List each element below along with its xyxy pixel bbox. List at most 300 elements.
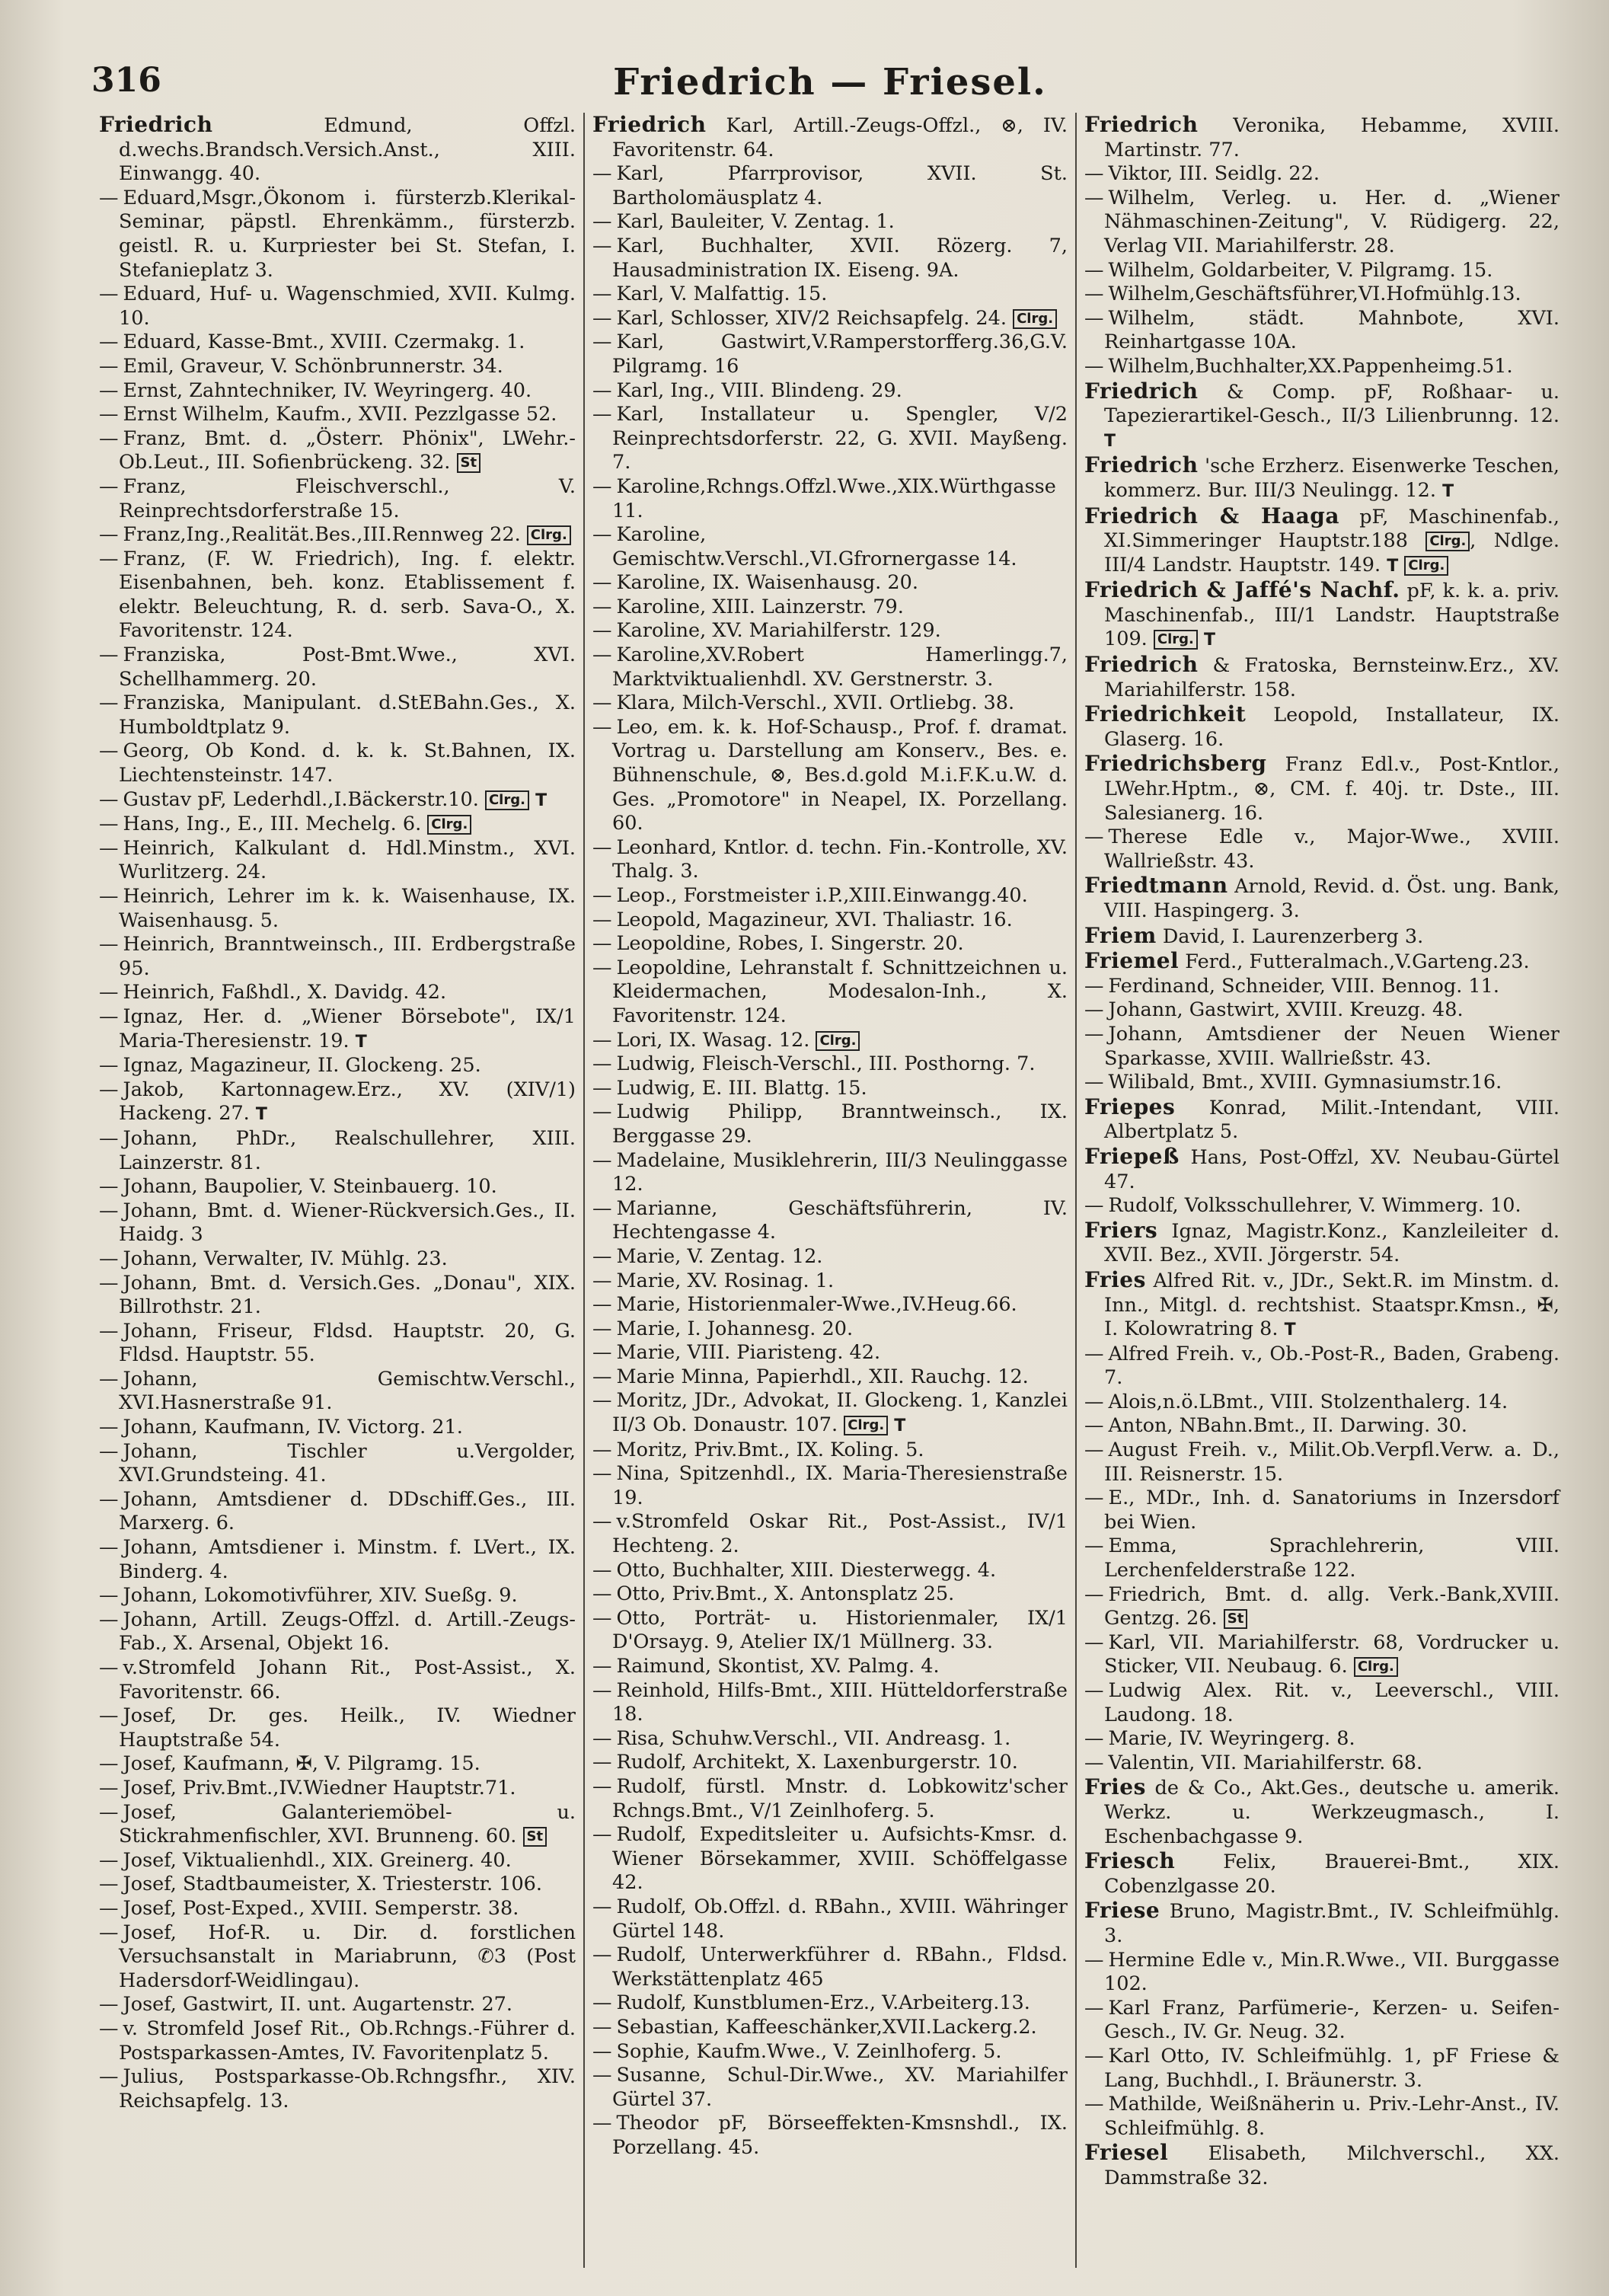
entry-text: Karl, VII. Mariahilferstr. 68, Vordrucker u. Sticker, VII. Neubaug. 6. <box>1104 1630 1560 1678</box>
repeat-dash: — <box>592 1028 612 1052</box>
directory-entry <box>592 1510 1068 1558</box>
repeat-dash: — <box>592 403 612 426</box>
directory-entry <box>592 1389 1068 1438</box>
entry-text: Ignaz, Magistr.Konz., Kanzleileiter d. XVII. Bez., XVII. Jörgerstr. 54. <box>1104 1219 1560 1267</box>
repeat-dash: — <box>592 1438 612 1461</box>
repeat-dash: — <box>592 306 612 330</box>
directory-entry <box>592 2112 1068 2160</box>
directory-entry <box>592 1052 1068 1077</box>
telephone-mark: T <box>1284 1320 1296 1340</box>
directory-entry <box>99 1127 576 1175</box>
directory-entry <box>99 283 576 331</box>
repeat-dash: — <box>99 643 119 667</box>
entry-text: Leopoldine, Robes, I. Singerstr. 20. <box>616 932 964 956</box>
entry-surname: Friem <box>1084 922 1157 948</box>
directory-entry <box>592 691 1068 716</box>
entry-text: Karl Franz, Parfümerie-, Kerzen- u. Seifen-Gesch., IV. Gr. Neug. 32. <box>1104 1996 1560 2044</box>
directory-entry <box>592 162 1068 210</box>
entry-text: Wilibald, Bmt., XVIII. Gymnasiumstr.16. <box>1108 1071 1502 1094</box>
repeat-dash: — <box>592 1341 612 1365</box>
repeat-dash: — <box>99 933 119 956</box>
repeat-dash: — <box>99 1921 119 1944</box>
entry-text: Wilhelm, Verleg. u. Her. d. „Wiener Nähmaschinen-Zeitung", V. Rüdigerg. 22, Verlag VII. Mariahilferstr. 28. <box>1104 186 1560 257</box>
entry-text: Josef, Priv.Bmt.,IV.Wiedner Hauptstr.71. <box>123 1776 516 1799</box>
repeat-dash: — <box>99 981 119 1004</box>
directory-entry <box>99 1078 576 1127</box>
entry-text: & Fratoska, Bernsteinw.Erz., XV. Mariahilferstr. 158. <box>1104 654 1560 701</box>
entry-text: de & Co., Akt.Ges., deutsche u. amerik. Werkz. u. Werkzeugmasch., I. Eschenbachgasse 9. <box>1104 1777 1560 1848</box>
directory-entry <box>1084 162 1560 187</box>
repeat-dash: — <box>1084 186 1104 209</box>
entry-text: Ignaz, Her. d. „Wiener Börsebote", IX/1 Maria-Theresienstr. 19. <box>119 1004 576 1052</box>
repeat-dash: — <box>592 619 612 643</box>
repeat-dash: — <box>592 378 612 402</box>
repeat-dash: — <box>592 1148 612 1172</box>
repeat-dash: — <box>99 739 119 763</box>
directory-entry <box>592 2040 1068 2064</box>
directory-entry <box>1084 578 1560 653</box>
directory-entry <box>592 1462 1068 1510</box>
entry-text: Sophie, Kaufm.Wwe., V. Zeinlhoferg. 5. <box>616 2039 1002 2063</box>
directory-entry <box>1084 2141 1560 2190</box>
directory-entry <box>99 523 576 548</box>
repeat-dash: — <box>99 1848 119 1872</box>
telephone-mark: T <box>894 1416 906 1436</box>
entry-text: Karl Otto, IV. Schleifmühlg. 1, pF Friese & Lang, Buchhdl., I. Bräunerstr. 3. <box>1104 2044 1560 2092</box>
directory-entry <box>1084 1486 1560 1534</box>
entry-text: Johann, Friseur, Fldsd. Hauptstr. 20, G. Fldsd. Hauptstr. 55. <box>119 1319 576 1367</box>
directory-entry <box>1084 1679 1560 1727</box>
entry-text: Ferdinand, Schneider, VIII. Bennog. 11. <box>1108 974 1499 998</box>
entry-text: Johann, Amtsdiener d. DDschiff.Ges., III. Marxerg. 6. <box>119 1487 576 1535</box>
entry-text: Karoline, IX. Waisenhausg. 20. <box>616 571 918 595</box>
repeat-dash: — <box>99 691 119 715</box>
repeat-dash: — <box>99 1536 119 1560</box>
entry-text: Josef, Hof-R. u. Dir. d. forstlichen Versuchsanstalt in Mariabrunn, ✆3 (Post Hadersdorf-Weidlingau). <box>119 1921 576 1992</box>
entry-text: Wilhelm,Geschäftsführer,VI.Hofmühlg.13. <box>1108 283 1521 306</box>
directory-entry <box>1084 975 1560 999</box>
entry-tag: Clrg. <box>844 1416 888 1435</box>
repeat-dash: — <box>99 2017 119 2040</box>
entry-surname: Friers <box>1084 1217 1158 1243</box>
entry-text: Emma, Sprachlehrerin, VIII. Lerchenfelderstraße 122. <box>1104 1534 1560 1582</box>
entry-text: Georg, Ob Kond. d. k. k. St.Bahnen, IX. Liechtensteinstr. 147. <box>119 739 576 787</box>
entry-text: Julius, Postsparkasse-Ob.Rchngsfhr., XIV. Reichsapfelg. 13. <box>119 2065 576 2112</box>
directory-entry <box>592 379 1068 404</box>
repeat-dash: — <box>592 1558 612 1582</box>
entry-text: Karoline,XV.Robert Hamerlingg.7, Marktviktualienhdl. XV. Gerstnerstr. 3. <box>612 643 1068 691</box>
directory-entry <box>99 1704 576 1752</box>
entry-text: Karoline, XV. Mariahilferstr. 129. <box>616 619 941 643</box>
repeat-dash: — <box>592 1751 612 1774</box>
entry-text: Josef, Stadtbaumeister, X. Triesterstr. 106. <box>123 1873 543 1896</box>
repeat-dash: — <box>592 884 612 907</box>
repeat-dash: — <box>592 2015 612 2039</box>
entry-text: Ferd., Futteralmach.,V.Garteng.23. <box>1185 950 1530 974</box>
directory-entry <box>99 113 576 187</box>
entry-text: Karoline, Gemischtw.Verschl.,VI.Gfrornergasse 14. <box>612 523 1017 570</box>
directory-entry <box>99 1320 576 1368</box>
entry-text: Heinrich, Branntweinsch., III. Erdbergstraße 95. <box>119 933 576 980</box>
directory-entry <box>1084 1268 1560 1343</box>
directory-entry <box>1084 1194 1560 1218</box>
directory-entry <box>1084 653 1560 702</box>
repeat-dash: — <box>592 1655 612 1678</box>
page-header <box>91 61 1569 114</box>
repeat-dash: — <box>1084 1390 1104 1413</box>
repeat-dash: — <box>592 835 612 859</box>
directory-entry <box>592 523 1068 571</box>
directory-entry <box>592 643 1068 691</box>
directory-entry <box>592 1727 1068 1752</box>
entry-text: Wilhelm,Buchhalter,XX.Pappenheimg.51. <box>1108 354 1513 378</box>
entry-text: Leop., Forstmeister i.P.,XIII.Einwangg.40. <box>616 884 1028 907</box>
directory-entry <box>99 1849 576 1873</box>
entry-text: Susanne, Schul-Dir.Wwe., XV. Mariahilfer Gürtel 37. <box>612 2064 1068 2111</box>
repeat-dash: — <box>592 691 612 715</box>
entry-surname: Friedrich & Jaffé's Nachf. <box>1084 577 1400 603</box>
directory-entry <box>1084 1391 1560 1415</box>
repeat-dash: — <box>592 595 612 618</box>
directory-entry <box>1084 113 1560 162</box>
entry-text: David, I. Laurenzerberg 3. <box>1162 924 1424 948</box>
entry-text: Hermine Edle v., Min.R.Wwe., VII. Burggasse 102. <box>1104 1948 1560 1996</box>
repeat-dash: — <box>99 1247 119 1270</box>
directory-entry <box>99 1656 576 1704</box>
entry-text: Moritz, Priv.Bmt., IX. Koling. 5. <box>616 1438 924 1461</box>
repeat-dash: — <box>592 1269 612 1292</box>
directory-entry <box>99 1488 576 1536</box>
directory-entry <box>592 596 1068 620</box>
entry-text: Veronika, Hebamme, XVIII. Martinstr. 77. <box>1104 114 1560 161</box>
directory-entry <box>99 1054 576 1078</box>
entry-text: Wilhelm, Goldarbeiter, V. Pilgramg. 15. <box>1108 258 1493 282</box>
repeat-dash: — <box>1084 1679 1104 1702</box>
directory-entry <box>1084 949 1560 975</box>
entry-text: Karl, Pfarrprovisor, XVII. St. Bartholomäusplatz 4. <box>612 162 1068 209</box>
directory-entry <box>592 235 1068 283</box>
entry-text: Leopold, Magazineur, XVI. Thaliastr. 16. <box>616 908 1013 931</box>
directory-entry <box>592 932 1068 956</box>
repeat-dash: — <box>99 1656 119 1679</box>
directory-entry <box>1084 998 1560 1023</box>
directory-entry <box>1084 924 1560 950</box>
repeat-dash: — <box>99 836 119 860</box>
repeat-dash: — <box>592 1582 612 1606</box>
directory-entry <box>99 475 576 523</box>
repeat-dash: — <box>592 234 612 257</box>
repeat-dash: — <box>592 523 612 547</box>
column-right <box>1075 113 1567 2268</box>
repeat-dash: — <box>1084 283 1104 306</box>
entry-text: Ludwig Philipp, Branntweinsch., IX. Berggasse 29. <box>612 1100 1068 1148</box>
repeat-dash: — <box>1084 1582 1104 1606</box>
directory-entry <box>1084 1898 1560 1948</box>
entry-text: Otto, Buchhalter, XIII. Diesterwegg. 4. <box>616 1558 997 1582</box>
entry-tag: Clrg. <box>1013 309 1057 329</box>
entry-text: Johann, Tischler u.Vergolder, XVI.Grundsteing. 41. <box>119 1439 576 1487</box>
directory-entry <box>99 1584 576 1608</box>
entry-text: Franz,Ing.,Realität.Bes.,III.Rennweg 22. <box>123 523 521 547</box>
entry-text: Valentin, VII. Mariahilferstr. 68. <box>1108 1751 1423 1774</box>
directory-entry <box>592 283 1068 307</box>
entry-tag: Clrg. <box>427 815 471 835</box>
repeat-dash: — <box>99 1054 119 1078</box>
directory-entry <box>1084 1145 1560 1194</box>
directory-entry <box>592 475 1068 523</box>
entry-text: Johann, Amtsdiener der Neuen Wiener Sparkasse, XVIII. Wallrießstr. 43. <box>1104 1022 1560 1070</box>
repeat-dash: — <box>1084 825 1104 849</box>
directory-entry <box>99 1777 576 1801</box>
entry-surname: Friedrich <box>99 113 213 137</box>
entry-text: Klara, Milch-Verschl., XVII. Ortliebg. 38. <box>616 691 1015 715</box>
entry-text: Alois,n.ö.LBmt., VIII. Stolzenthalerg. 14. <box>1108 1390 1508 1413</box>
repeat-dash: — <box>592 283 612 306</box>
entry-surname: Friemel <box>1084 948 1180 974</box>
directory-entry <box>99 1921 576 1994</box>
directory-entry <box>99 1608 576 1656</box>
repeat-dash: — <box>592 1991 612 2015</box>
directory-entry <box>1084 752 1560 825</box>
repeat-dash: — <box>1084 1486 1104 1510</box>
directory-entry <box>1084 1095 1560 1145</box>
repeat-dash: — <box>99 1439 119 1463</box>
repeat-dash: — <box>1084 1948 1104 1972</box>
repeat-dash: — <box>592 210 612 234</box>
page-number: 316 <box>91 61 161 100</box>
entry-text: Marie Minna, Papierhdl., XII. Rauchg. 12. <box>616 1365 1029 1388</box>
directory-entry <box>1084 2045 1560 2093</box>
directory-entry <box>99 1440 576 1488</box>
entry-text: pF, k. k. a. priv. Maschinenfab., III/1 Landstr. Hauptstraße 109. <box>1104 580 1560 651</box>
entry-surname: Fries <box>1084 1266 1146 1292</box>
entry-text: Rudolf, Volksschullehrer, V. Wimmerg. 10. <box>1108 1194 1521 1218</box>
entry-text: Karl, Gastwirt,V.Ramperstorfferg.36,G.V. Pilgramg. 16 <box>612 331 1068 378</box>
entry-text: Ludwig, Fleisch-Verschl., III. Posthorng. 7. <box>616 1052 1036 1076</box>
entry-text: Leo, em. k. k. Hof-Schausp., Prof. f. dramat. Vortrag u. Darstellung am Konserv., Bes. e. Bühnenschule, ⊗, Bes.d.gold M.i.F.K.u.W. d. Ges. „Promotore" in Neapel, IX. Porzellang. 60. <box>612 715 1068 835</box>
entry-text: Ludwig, E. III. Blattg. 15. <box>616 1076 867 1100</box>
repeat-dash: — <box>1084 1022 1104 1046</box>
repeat-dash: — <box>99 1704 119 1728</box>
directory-entry <box>99 1175 576 1199</box>
directory-entry <box>592 1895 1068 1943</box>
entry-surname: Friesel <box>1084 2140 1169 2166</box>
entry-surname: Friese <box>1084 1898 1160 1924</box>
entry-text: Marie, I. Johannesg. 20. <box>616 1317 854 1340</box>
repeat-dash: — <box>1084 2044 1104 2068</box>
directory-entry <box>592 1269 1068 1294</box>
entry-text: Sebastian, Kaffeeschänker,XVII.Lackerg.2. <box>616 2015 1037 2039</box>
directory-entry <box>1084 1534 1560 1582</box>
repeat-dash: — <box>99 474 119 498</box>
entry-text: Karl, Installateur u. Spengler, V/2 Reinprechtsdorferstr. 22, G. XVII. Mayßeng. 7. <box>612 403 1068 474</box>
repeat-dash: — <box>1084 1194 1104 1218</box>
repeat-dash: — <box>592 1052 612 1076</box>
entry-surname: Friedrich <box>592 113 707 137</box>
directory-entry <box>1084 1414 1560 1439</box>
entry-text: Otto, Porträt- u. Historienmaler, IX/1 D'Orsayg. 9, Atelier IX/1 Müllnerg. 33. <box>612 1606 1068 1654</box>
entry-text: Marie, Historienmaler-Wwe.,IV.Heug.66. <box>616 1293 1017 1317</box>
directory-entry <box>592 331 1068 378</box>
entry-tag: Clrg. <box>485 790 529 810</box>
entry-text: Reinhold, Hilfs-Bmt., XIII. Hütteldorferstraße 18. <box>612 1678 1068 1726</box>
entry-text: Konrad, Milit.-Intendant, VIII. Albertplatz 5. <box>1104 1096 1560 1144</box>
directory-entry <box>1084 1071 1560 1095</box>
directory-entry <box>1084 1997 1560 2045</box>
repeat-dash: — <box>99 354 119 378</box>
directory-entry <box>592 307 1068 331</box>
directory-entry <box>99 187 576 283</box>
repeat-dash: — <box>99 1993 119 2017</box>
entry-surname: Friedtmann <box>1084 873 1228 899</box>
directory-entry <box>592 956 1068 1029</box>
entry-text: Emil, Graveur, V. Schönbrunnerstr. 34. <box>123 354 503 378</box>
repeat-dash: — <box>592 1244 612 1268</box>
entry-text: Johann, Baupolier, V. Steinbauerg. 10. <box>123 1175 497 1199</box>
repeat-dash: — <box>1084 1534 1104 1558</box>
column-left <box>91 113 583 2268</box>
directory-entry <box>1084 1775 1560 1849</box>
entry-text: E., MDr., Inh. d. Sanatoriums in Inzersdorf bei Wien. <box>1104 1486 1560 1534</box>
directory-entry <box>592 1679 1068 1727</box>
repeat-dash: — <box>99 1271 119 1295</box>
directory-entry <box>592 716 1068 836</box>
entry-text: Rudolf, Architekt, X. Laxenburgerstr. 10. <box>616 1751 1018 1774</box>
entry-text: Heinrich, Kalkulant d. Hdl.Minstm., XVI. Wurlitzerg. 24. <box>119 836 576 884</box>
entry-text: Franziska, Manipulant. d.StEBahn.Ges., X. Humboldtplatz 9. <box>119 691 576 739</box>
directory-entry <box>1084 1752 1560 1776</box>
repeat-dash: — <box>99 787 119 811</box>
entry-text: Edmund, Offzl. d.wechs.Brandsch.Versich.Anst., XIII. Einwangg. 40. <box>119 114 576 186</box>
telephone-mark: T <box>1442 481 1454 501</box>
entry-text: Marie, IV. Weyringerg. 8. <box>1108 1727 1355 1751</box>
directory-entry <box>592 1559 1068 1583</box>
repeat-dash: — <box>1084 1414 1104 1438</box>
directory-entry <box>592 403 1068 475</box>
repeat-dash: — <box>592 1943 612 1967</box>
repeat-dash: — <box>99 1367 119 1391</box>
running-title: Friedrich — Friesel. <box>613 61 1047 104</box>
entry-text: Josef, Gastwirt, II. unt. Augartenstr. 27. <box>123 1993 512 2017</box>
directory-entry <box>1084 504 1560 579</box>
repeat-dash: — <box>592 1196 612 1220</box>
entry-text: Marie, V. Zentag. 12. <box>616 1244 823 1268</box>
entry-text: pF, Maschinenfab., XI.Simmeringer Hauptstr.188 <box>1104 505 1560 553</box>
repeat-dash: — <box>99 523 119 547</box>
entry-text: Johann, Artill. Zeugs-Offzl. d. Artill.-Zeugs-Fab., X. Arsenal, Objekt 16. <box>119 1608 576 1656</box>
entry-text: Ernst, Zahntechniker, IV. Weyringerg. 40. <box>123 378 532 402</box>
repeat-dash: — <box>99 1416 119 1439</box>
directory-entry <box>99 1272 576 1320</box>
repeat-dash: — <box>1084 306 1104 330</box>
entry-text: Johann, Bmt. d. Wiener-Rückversich.Ges., II. Haidg. 3 <box>119 1199 576 1247</box>
entry-text: Therese Edle v., Major-Wwe., XVIII. Wallrießstr. 43. <box>1104 825 1560 873</box>
directory-entry <box>99 691 576 739</box>
directory-entry <box>99 403 576 427</box>
directory-entry <box>1084 187 1560 259</box>
entry-text: Josef, Dr. ges. Heilk., IV. Wiedner Hauptstraße 54. <box>119 1704 576 1752</box>
entry-text: Hans, Ing., E., III. Mechelg. 6. <box>123 813 422 836</box>
directory-entry <box>592 1197 1068 1245</box>
directory-entry <box>99 548 576 643</box>
directory-entry <box>99 331 576 355</box>
entry-text: v.Stromfeld Johann Rit., Post-Assist., X. Favoritenstr. 66. <box>119 1656 576 1704</box>
directory-entry <box>99 643 576 691</box>
directory-entry <box>592 1245 1068 1269</box>
entry-text: Ignaz, Magazineur, II. Glockeng. 25. <box>123 1054 481 1078</box>
entry-surname: Friedrich & Haaga <box>1084 503 1339 528</box>
repeat-dash: — <box>592 2064 612 2087</box>
entry-text: Karl, V. Malfattig. 15. <box>616 283 828 306</box>
entry-text: Ludwig Alex. Rit. v., Leeverschl., VIII. Laudong. 18. <box>1104 1679 1560 1726</box>
entry-text: Rudolf, Kunstblumen-Erz., V.Arbeiterg.13. <box>616 1991 1030 2015</box>
directory-entry <box>1084 1727 1560 1752</box>
directory-entry <box>1084 453 1560 503</box>
entry-text: Ernst Wilhelm, Kaufm., XVII. Pezzlgasse 52. <box>123 403 557 426</box>
repeat-dash: — <box>99 1487 119 1511</box>
telephone-mark: T <box>355 1032 367 1052</box>
repeat-dash: — <box>99 403 119 426</box>
directory-entry <box>1084 873 1560 923</box>
directory-entry <box>592 1365 1068 1390</box>
repeat-dash: — <box>592 643 612 667</box>
directory-entry <box>1084 307 1560 355</box>
repeat-dash: — <box>592 1895 612 1918</box>
directory-entry <box>99 427 576 475</box>
entry-text: Franz, Fleischverschl., V. Reinprechtsdorferstraße 15. <box>119 474 576 522</box>
repeat-dash: — <box>99 1584 119 1608</box>
column-middle <box>583 113 1075 2268</box>
entry-text: Elisabeth, Milchverschl., XX. Dammstraße 32. <box>1104 2142 1560 2189</box>
directory-entry <box>592 571 1068 596</box>
directory-entry <box>1084 259 1560 283</box>
repeat-dash: — <box>592 331 612 354</box>
directory-entry <box>99 813 576 837</box>
directory-entry <box>592 1582 1068 1607</box>
entry-text: Johann, Lokomotivführer, XIV. Sueßg. 9. <box>123 1584 518 1608</box>
entry-text: Rudolf, Expeditsleiter u. Aufsichts-Kmsr. d. Wiener Börsekammer, XVIII. Schöffelgasse 42. <box>612 1823 1068 1895</box>
repeat-dash: — <box>99 426 119 450</box>
entry-text: Jakob, Kartonnagew.Erz., XV. (XIV/1) Hackeng. 27. <box>119 1078 576 1126</box>
directory-entry <box>1084 1949 1560 1997</box>
entry-text: Johann, Gemischtw.Verschl., XVI.Hasnerstraße 91. <box>119 1367 576 1415</box>
repeat-dash: — <box>1084 1751 1104 1774</box>
entry-text: Johann, Gastwirt, XVIII. Kreuzg. 48. <box>1108 998 1464 1022</box>
directory-entry <box>592 1293 1068 1317</box>
entry-text: Otto, Priv.Bmt., X. Antonsplatz 25. <box>616 1582 955 1606</box>
entry-text: Franziska, Post-Bmt.Wwe., XVI. Schellhammerg. 20. <box>119 643 576 691</box>
directory-entry <box>99 1005 576 1054</box>
repeat-dash: — <box>1084 1727 1104 1751</box>
directory-entry <box>99 1199 576 1247</box>
directory-entry <box>1084 825 1560 873</box>
repeat-dash: — <box>592 1774 612 1798</box>
directory-entry <box>592 1943 1068 1991</box>
directory-entry <box>592 1823 1068 1895</box>
entry-text: Leopoldine, Lehranstalt f. Schnittzeichnen u. Kleidermachen, Modesalon-Inh., X. Favoritenstr. 124. <box>612 956 1068 1027</box>
repeat-dash: — <box>99 1800 119 1824</box>
directory-entry <box>99 837 576 885</box>
directory-entry <box>592 2064 1068 2112</box>
repeat-dash: — <box>99 1896 119 1920</box>
repeat-dash: — <box>592 908 612 931</box>
directory-entry <box>99 1368 576 1416</box>
repeat-dash: — <box>1084 998 1104 1022</box>
entry-text: Karl, Bauleiter, V. Zentag. 1. <box>616 210 895 234</box>
repeat-dash: — <box>592 1462 612 1486</box>
entry-surname: Friedrichkeit <box>1084 701 1247 727</box>
entry-text: Gustav pF, Lederhdl.,I.Bäckerstr.10. <box>123 787 479 811</box>
